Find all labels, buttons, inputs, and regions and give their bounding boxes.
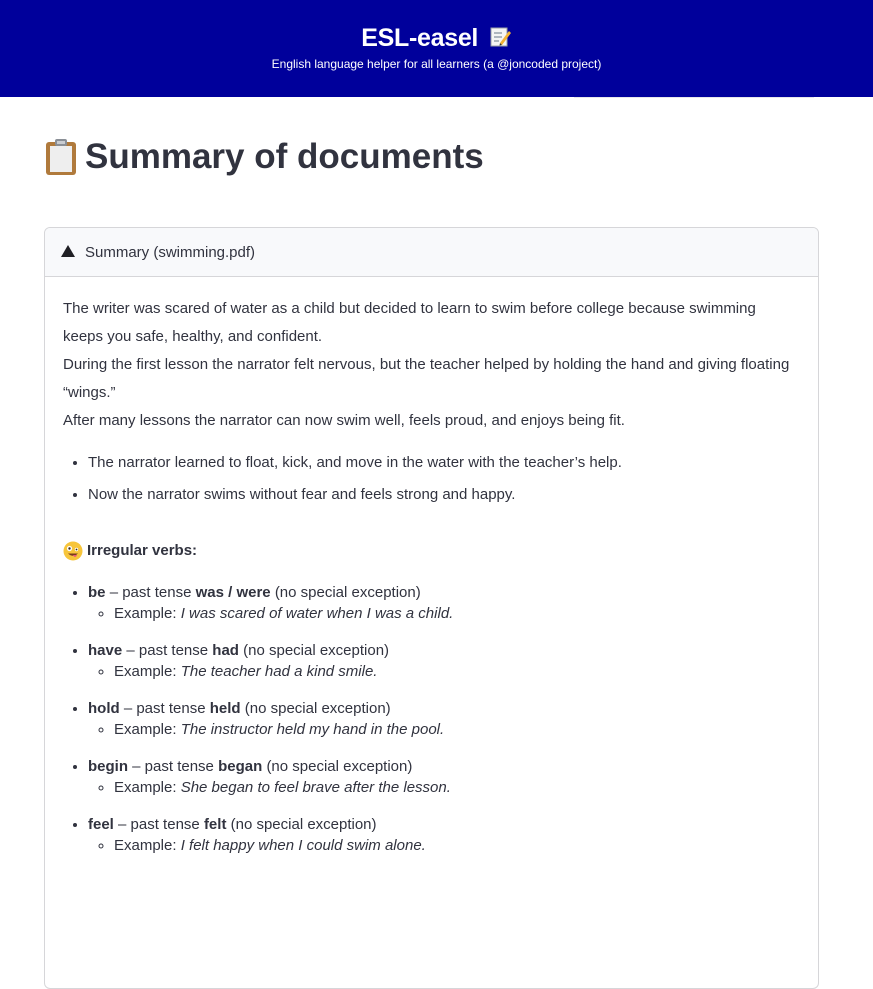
- irregular-verbs-label: Irregular verbs:: [87, 542, 198, 559]
- verb-list: [63, 583, 800, 856]
- past-tense-label: – past tense: [109, 584, 192, 601]
- page-title: [45, 137, 484, 177]
- app-title: [0, 24, 873, 53]
- expander-label: Summary (swimming.pdf): [85, 243, 256, 261]
- example-sublist: [88, 836, 800, 856]
- past-tense-label: – past tense: [132, 758, 214, 775]
- example-item: [114, 778, 800, 798]
- expander-body: [45, 277, 818, 856]
- hidden-toolbar-line: [574, 97, 814, 98]
- verb-past: was / were: [195, 584, 271, 601]
- example-sentence: The teacher had a kind smile.: [180, 663, 378, 680]
- summary-bullets: [63, 449, 800, 509]
- verb-base: be: [88, 584, 106, 601]
- verb-item: [88, 815, 800, 856]
- example-sentence: I felt happy when I could swim alone.: [180, 837, 426, 854]
- clipboard-icon: [45, 138, 77, 176]
- summary-paragraph: The writer was scared of water as a child but decided to learn to swim before college because swimming keeps you safe, healthy, and confident.: [63, 300, 756, 345]
- summary-expander: [44, 227, 819, 989]
- verb-item: [88, 699, 800, 740]
- example-sublist: [88, 604, 800, 624]
- list-item: • The narrator learned to float, kick, and move in the water with the teacher’s help.: [88, 449, 800, 477]
- example-sentence: The instructor held my hand in the pool.: [180, 721, 445, 738]
- exception-note: (no special exception): [230, 816, 377, 833]
- example-label: Example:: [114, 721, 177, 738]
- app-subtitle: English language helper for all learners (a @joncoded project): [271, 57, 602, 71]
- irregular-verbs-heading: [63, 537, 800, 565]
- example-sublist: [88, 662, 800, 682]
- memo-icon: [488, 25, 512, 49]
- verb-base: hold: [88, 700, 120, 717]
- past-tense-label: – past tense: [126, 642, 209, 659]
- verb-base: have: [88, 642, 123, 659]
- example-sublist: [88, 778, 800, 798]
- example-label: Example:: [114, 837, 177, 854]
- collapse-arrow-icon: [61, 245, 75, 257]
- example-item: [114, 662, 800, 682]
- example-sentence: I was scared of water when I was a child.: [180, 605, 454, 622]
- verb-past: felt: [203, 816, 227, 833]
- expander-header[interactable]: [45, 228, 818, 277]
- exception-note: (no special exception): [244, 700, 391, 717]
- zany-face-icon: [63, 541, 83, 561]
- example-sentence: She began to feel brave after the lesson.: [180, 779, 451, 796]
- verb-base: begin: [88, 758, 128, 775]
- exception-note: (no special exception): [266, 758, 413, 775]
- example-label: Example:: [114, 663, 177, 680]
- summary-paragraph: After many lessons the narrator can now swim well, feels proud, and enjoys being fit.: [63, 412, 625, 429]
- verb-past: held: [209, 700, 241, 717]
- verb-base: feel: [88, 816, 114, 833]
- example-item: [114, 836, 800, 856]
- example-item: [114, 720, 800, 740]
- list-item: • Now the narrator swims without fear and feels strong and happy.: [88, 481, 800, 509]
- example-item: [114, 604, 800, 624]
- past-tense-label: – past tense: [118, 816, 200, 833]
- example-sublist: [88, 720, 800, 740]
- summary-paragraph: During the first lesson the narrator felt nervous, but the teacher helped by holding the hand and giving floating “wings.”: [63, 356, 790, 401]
- verb-item: [88, 757, 800, 798]
- past-tense-label: – past tense: [123, 700, 206, 717]
- app-header: [0, 0, 873, 97]
- verb-past: began: [218, 758, 263, 775]
- example-label: Example:: [114, 605, 177, 622]
- verb-item: [88, 641, 800, 682]
- verb-item: [88, 583, 800, 624]
- exception-note: (no special exception): [243, 642, 390, 659]
- verb-past: had: [212, 642, 239, 659]
- example-label: Example:: [114, 779, 177, 796]
- page-title-text: Summary of documents: [85, 137, 484, 176]
- exception-note: (no special exception): [274, 584, 421, 601]
- app-title-text: ESL-easel: [361, 24, 479, 52]
